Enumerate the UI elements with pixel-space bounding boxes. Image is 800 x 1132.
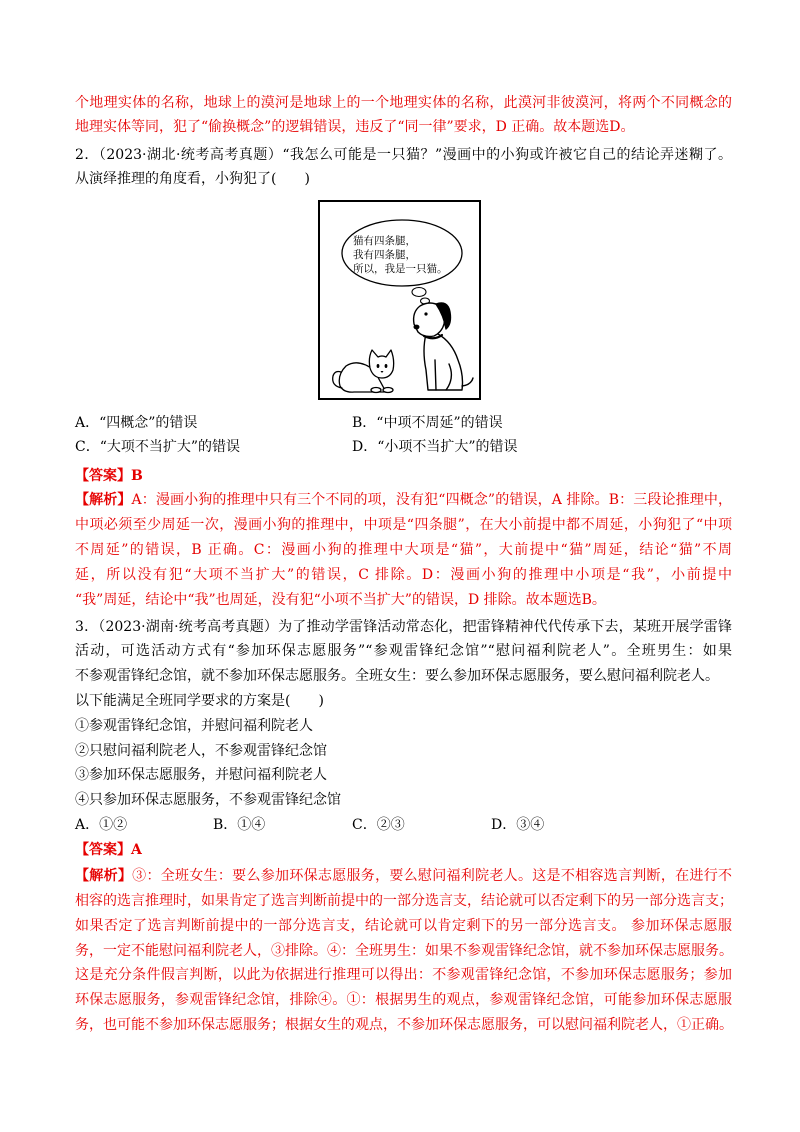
thought-bubble-large	[412, 287, 426, 296]
plan-item-1: ①参观雷锋纪念馆，并慰问福利院老人	[75, 717, 313, 734]
option-d: D．“小项不当扩大”的错误	[352, 439, 518, 456]
question-3-answer	[75, 838, 732, 863]
dog-nose	[414, 325, 420, 330]
analysis-line: 务，一定不能慰问福利院老人，③排除。④：全班男生：如果不参观雷锋纪念馆，就不参加环保志愿服务。	[75, 942, 733, 959]
question-3-options-row	[75, 813, 732, 838]
previous-analysis-line: 个地理实体的名称，地球上的漠河是地球上的一个地理实体的名称，此漠河非彼漠河，将两个不同概念的	[75, 94, 732, 111]
previous-analysis-line: 地理实体等同，犯了“偷换概念”的逻辑错误，违反了“同一律”要求，D 正确。故本题选D。	[75, 119, 635, 136]
analysis-line: 相容的选言推理时，如果肯定了选言判断前提中的一部分选言支，结论就可以否定剩下的另一部分选言支；	[75, 893, 733, 910]
bubble-line-1: 猫有四条腿，	[353, 234, 416, 247]
question-2-options-row	[75, 411, 732, 436]
analysis-line: 环保志愿服务，参观雷锋纪念馆，排除④。①：根据男生的观点，参观雷锋纪念馆，可能参加环保志愿服	[75, 992, 732, 1009]
option-a: A．①②	[75, 816, 128, 833]
cat-paw-left	[371, 387, 381, 392]
analysis-label: 【解析】	[75, 492, 132, 509]
cat-eye-left	[377, 364, 380, 368]
cartoon-figure	[318, 200, 481, 400]
option-b: B．①④	[213, 816, 266, 833]
question-2-stem-line: 从演绎推理的角度看，小狗犯了( )	[75, 171, 310, 188]
question-3	[75, 615, 732, 1038]
analysis-text: ③：全班女生：要么参加环保志愿服务，要么慰问福利院老人。这是不相容选言判断，在进行不	[132, 868, 732, 885]
question-2-options-row	[75, 435, 732, 460]
previous-analysis-continuation	[75, 91, 732, 141]
option-b: B．“中项不周延”的错误	[352, 414, 503, 431]
analysis-line: 这是充分条件假言判断，以此为依据进行推理可以得出：不参观雷锋纪念馆，不参加环保志愿服务；参加	[75, 967, 732, 984]
analysis-line	[75, 864, 732, 889]
cat-paw-right	[383, 387, 393, 392]
answer-value: A	[131, 841, 142, 858]
analysis-line: 如果否定了选言判断前提中的一部分选言支，结论就可以肯定剩下的另一部分选言支。 参加环保志愿服	[75, 917, 732, 934]
question-3-stem-line: 不参观雷锋纪念馆，就不参加环保志愿服务。全班女生：要么参加环保志愿服务，要么慰问福利院老人。	[75, 668, 719, 685]
plan-item-3: ③参加环保志愿服务，并慰问福利院老人	[75, 767, 327, 784]
analysis-line: 务，也可能不参加环保志愿服务；根据女生的观点，不参加环保志愿服务，可以慰问福利院老人，①正确。	[75, 1017, 733, 1034]
answer-label: 【答案】	[75, 841, 131, 858]
option-c: C．“大项不当扩大”的错误	[75, 439, 241, 456]
option-a: A．“四概念”的错误	[75, 414, 198, 431]
bubble-line-2: 我有四条腿，	[353, 248, 416, 261]
option-d: D．③④	[491, 816, 545, 833]
analysis-label: 【解析】	[75, 868, 133, 885]
question-3-stem-line: 活动，可选活动方式有“参加环保志愿服务”“参观雷锋纪念馆”“慰问福利院老人”。全班男生：如果	[75, 643, 732, 660]
question-3-stem-line: 以下能满足全班同学要求的方案是( )	[75, 692, 324, 709]
document-page	[75, 91, 732, 1038]
answer-label: 【答案】	[75, 467, 131, 484]
plan-item-4: ④只参加环保志愿服务，不参观雷锋纪念馆	[75, 792, 341, 809]
analysis-line	[75, 488, 732, 513]
question-3-analysis	[75, 864, 732, 1038]
cat-eye-right	[385, 364, 388, 368]
dog-front-leg	[435, 360, 436, 390]
answer-value: B	[131, 467, 143, 484]
option-c: C．②③	[352, 816, 405, 833]
question-2-analysis	[75, 488, 732, 612]
analysis-line: 延，所以没有犯“大项不当扩大”的错误，C 排除。D：漫画小狗的推理中小项是“我”，小前提中	[75, 566, 732, 583]
question-2-stem-line: 2．（2023·湖北·统考高考真题）“我怎么可能是一只猫？”漫画中的小狗或许被它自己的结论弄迷糊了。	[75, 146, 732, 163]
question-2-answer	[75, 464, 732, 489]
analysis-line: 中项必须至少周延一次，漫画小狗的推理中，中项是“四条腿”，在大小前提中都不周延，小狗犯了“中项	[75, 517, 732, 534]
analysis-line: 不周延”的错误，B 正确。C：漫画小狗的推理中大项是“猫”，大前提中“猫”周延，结论“猫”不周	[75, 541, 732, 558]
dog-eye	[424, 312, 427, 315]
analysis-text: A：漫画小狗的推理中只有三个不同的项，没有犯“四概念”的错误，A 排除。B：三段论推理中，	[131, 492, 733, 509]
bubble-line-3: 所以，我是一只猫。	[353, 262, 448, 275]
question-3-stem-line: 3．（2023·湖南·统考高考真题）为了推动学雷锋活动常态化，把雷锋精神代代传承下去，某班开展学雷锋	[75, 618, 732, 635]
question-2	[75, 143, 732, 613]
plan-item-2: ②只慰问福利院老人，不参观雷锋纪念馆	[75, 742, 327, 759]
analysis-line: “我”周延，结论中“我”也周延，没有犯“小项不当扩大”的错误，D 排除。故本题选B。	[75, 591, 606, 608]
